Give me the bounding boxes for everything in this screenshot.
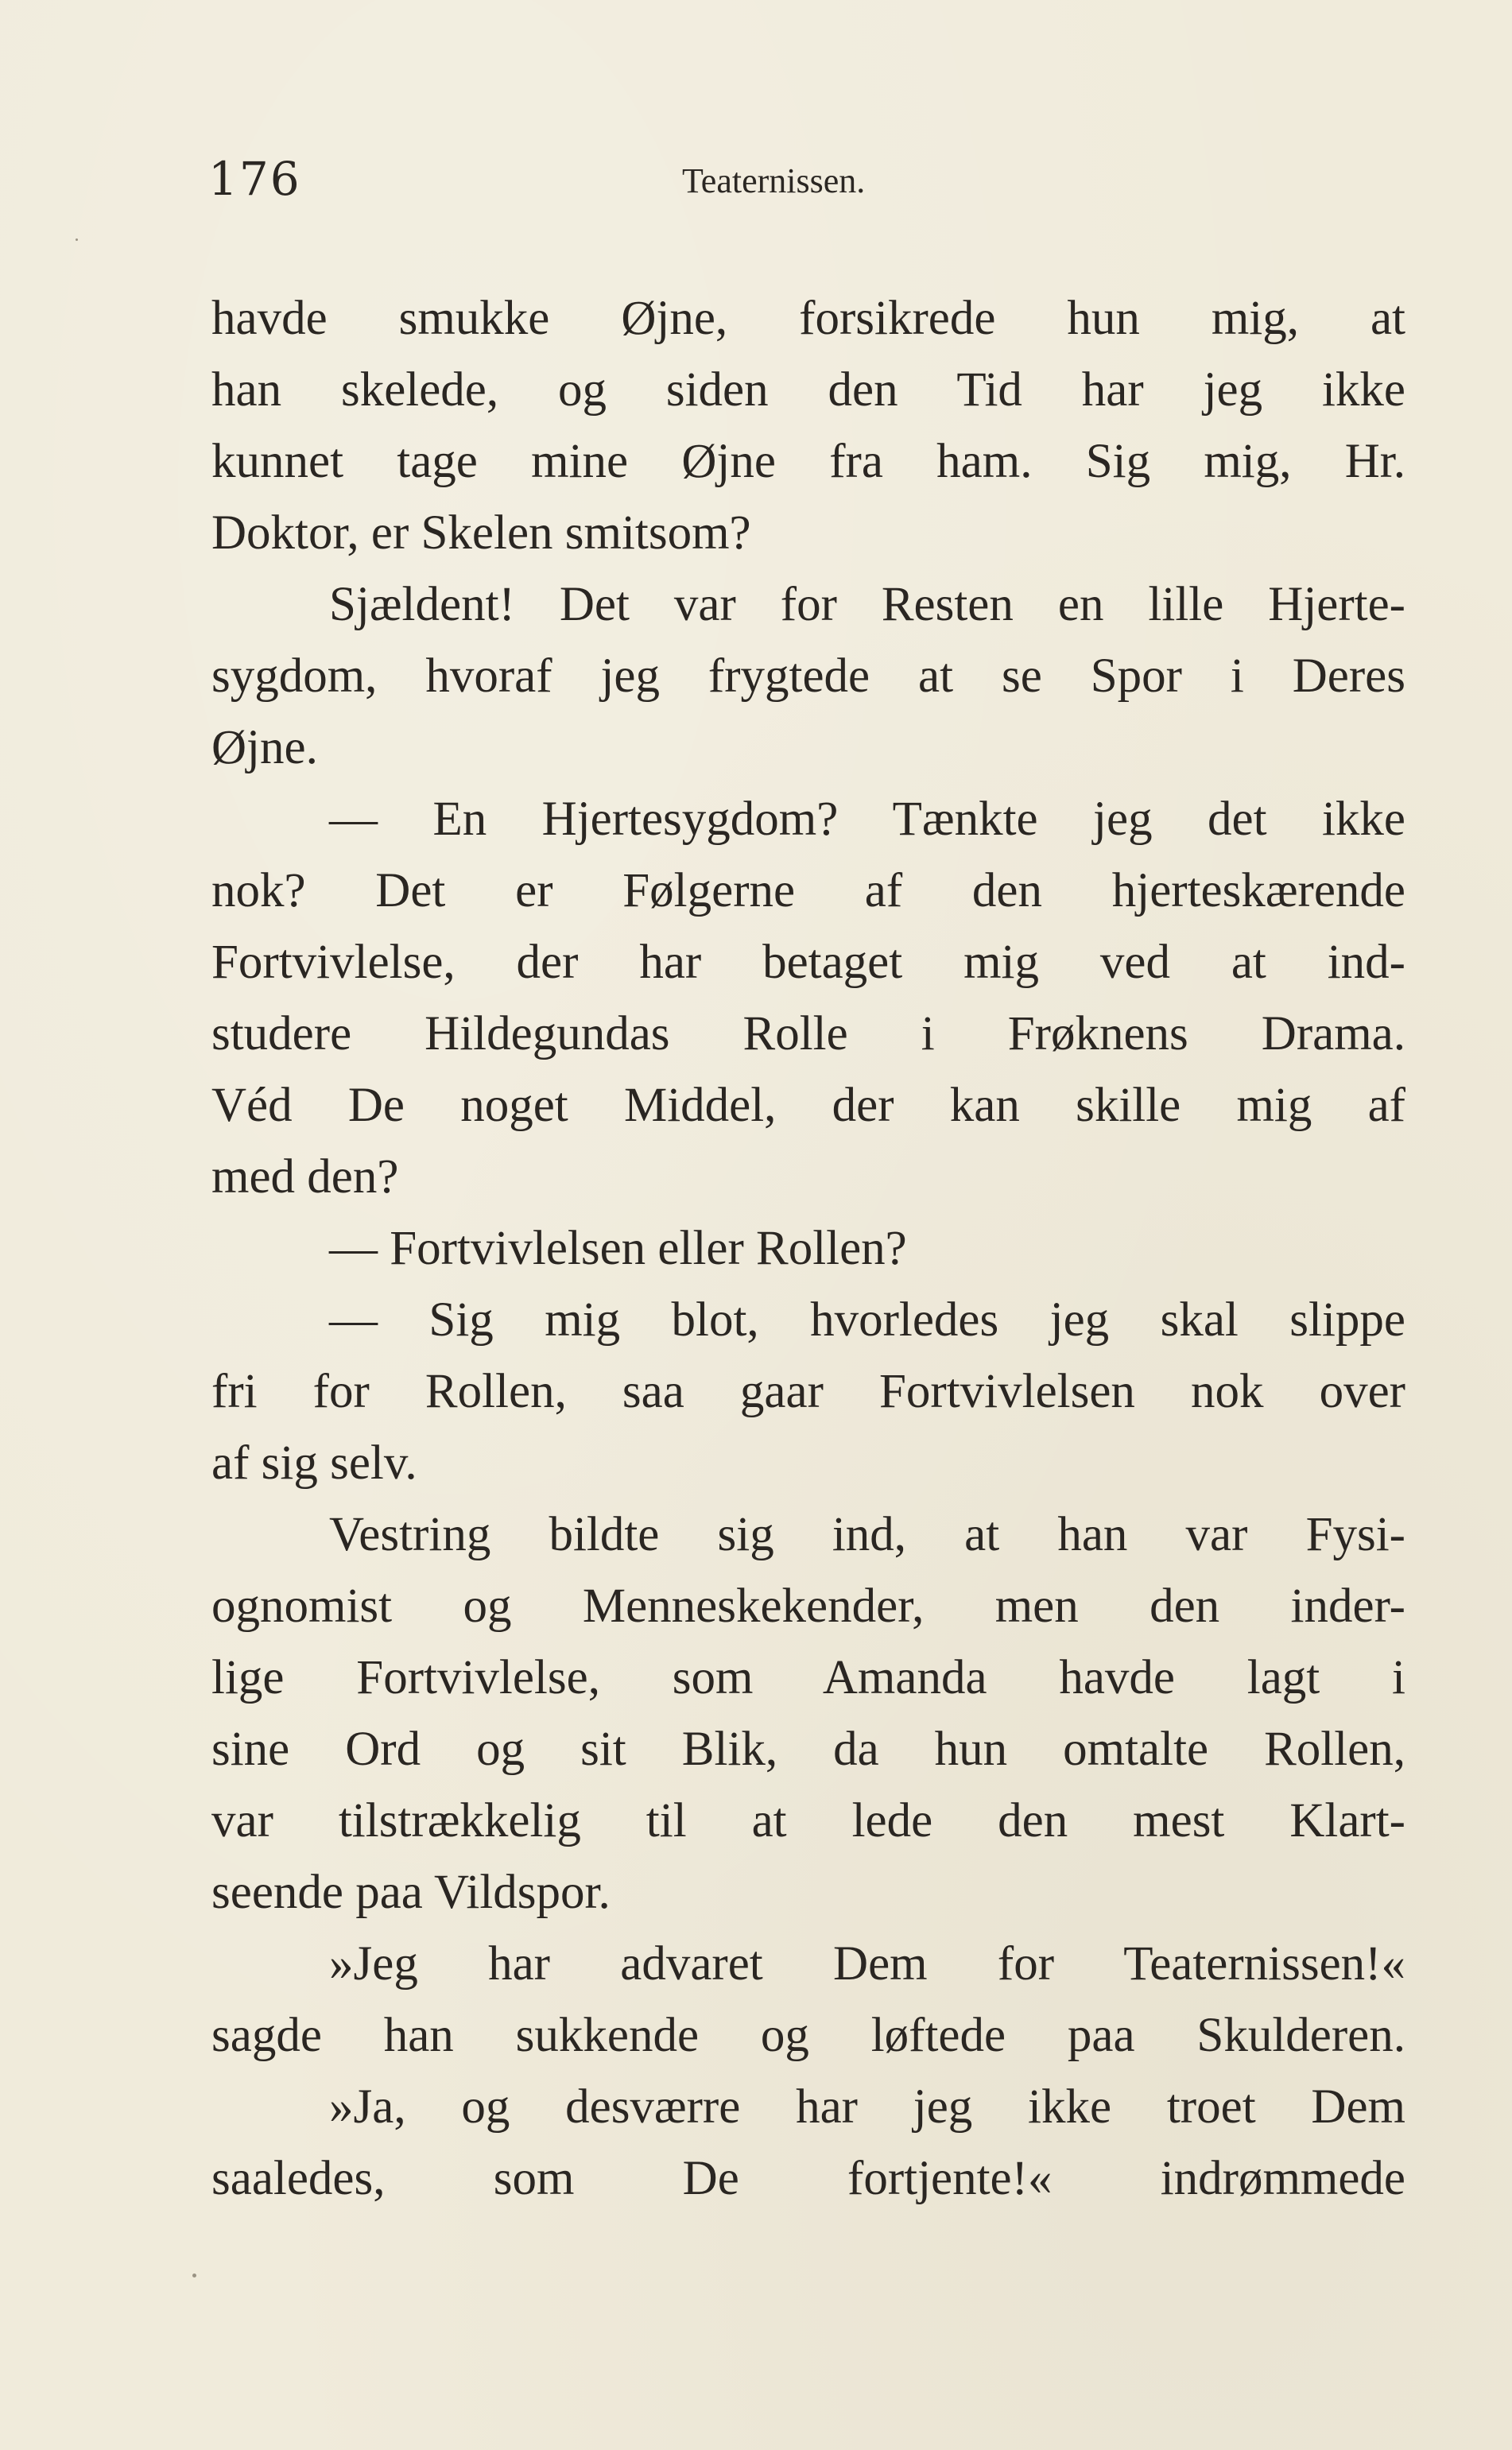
text-line: — Fortvivlelsen eller Rollen? <box>329 1222 907 1275</box>
text-line: sygdom, hvoraf jeg frygtede at se Spor i Deres <box>211 649 1405 703</box>
running-title: Teaternissen. <box>682 161 866 200</box>
paper-speck <box>192 2274 196 2277</box>
paper-speck <box>76 238 78 241</box>
text-line: var tilstrækkelig til at lede den mest Klart- <box>211 1794 1405 1847</box>
text-line: han skelede, og siden den Tid har jeg ikke <box>211 363 1405 417</box>
text-line: nok? Det er Følgerne af den hjerteskærende <box>211 864 1405 917</box>
text-line: lige Fortvivlelse, som Amanda havde lagt i <box>211 1651 1405 1704</box>
text-line: ognomist og Menneskekender, men den inder- <box>211 1580 1405 1633</box>
text-line: havde smukke Øjne, forsikrede hun mig, at <box>211 292 1405 345</box>
text-line: — Sig mig blot, hvorledes jeg skal slippe <box>329 1293 1405 1347</box>
text-line: Vestring bildte sig ind, at han var Fysi- <box>329 1508 1405 1561</box>
text-line: Fortvivlelse, der har betaget mig ved at ind- <box>211 936 1405 989</box>
text-line: sagde han sukkende og løftede paa Skulderen. <box>211 2009 1405 2062</box>
text-line: fri for Rollen, saa gaar Fortvivlelsen nok over <box>211 1365 1405 1418</box>
text-line: kunnet tage mine Øjne fra ham. Sig mig, Hr. <box>211 435 1405 488</box>
text-line: seende paa Vildspor. <box>211 1866 611 1919</box>
text-line: Doktor, er Skelen smitsom? <box>211 506 751 560</box>
text-line: Véd De noget Middel, der kan skille mig af <box>211 1079 1405 1132</box>
text-line: sine Ord og sit Blik, da hun omtalte Rollen, <box>211 1723 1405 1776</box>
text-line: Sjældent! Det var for Resten en lille Hjerte- <box>329 578 1405 631</box>
text-line: Øjne. <box>211 721 318 774</box>
text-line: — En Hjertesygdom? Tænkte jeg det ikke <box>329 793 1405 846</box>
page-number: 176 <box>208 152 301 206</box>
text-line: »Jeg har advaret Dem for Teaternissen!« <box>329 1937 1405 1991</box>
text-line: med den? <box>211 1150 399 1204</box>
running-header <box>208 151 1401 215</box>
text-line: studere Hildegundas Rolle i Frøknens Drama. <box>211 1007 1405 1060</box>
text-line: »Ja, og desværre har jeg ikke troet Dem <box>329 2080 1405 2134</box>
text-line: saaledes, som De fortjente!« indrømmede <box>211 2152 1405 2205</box>
text-line: af sig selv. <box>211 1436 417 1490</box>
body-text <box>211 283 1405 2215</box>
